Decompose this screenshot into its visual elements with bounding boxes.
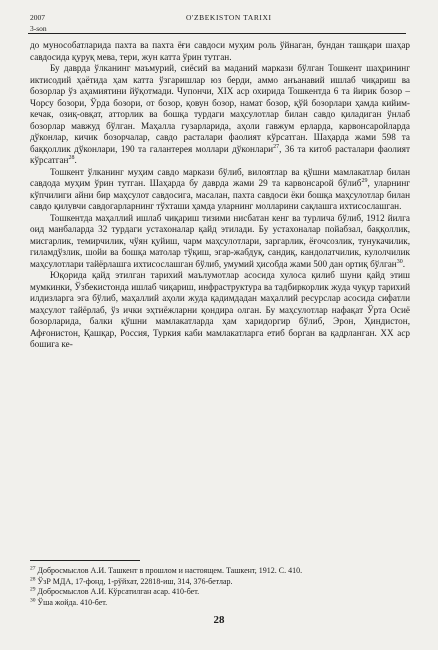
footnote-27 [30, 566, 410, 577]
paragraph-2-text: Бу даврда ўлканинг маъмурий, сиёсий ва маданий маркази бўлган Тошкент шаҳрининг иктисодий ҳаётида ҳам катта ўзгаришлар юз берди, аммо анъанавий ишлаб чиқариш ва бозорлар ўз аҳамиятини йўқотмади. Чупончи, XIX аср охирида Тошкентда 6 та йирик бозор – Чорсу бозори, Ўрда бозори, от бозор, қовун бозор, намат бозор, қўй бозорлари ҳамда кийим-кечак, озиқ-овқат, атторлик ва бошқа турдаги маҳсулотлар билан савдо қиладиган ўнлаб бозорлар мавжуд бўлган. Маҳалла гузарларида, аҳоли гавжум ерларда, карвонсаройларда дўконлар, кичик бозорчалар, савдо расталари фаолият кўрсатган. Шаҳарда жами 598 та баққоллик дўконлари, 190 та галантерея моллари дўконлари [30, 63, 410, 154]
header-issue: 3-son [30, 24, 47, 33]
footnote-text: Добросмыслов А.И. Кўрсатилган асар. 410-бет. [37, 587, 200, 596]
paragraph-4-text: Тошкентда маҳаллий ишлаб чиқариш тизими нисбатан кенг ва турлича бўлиб, 1912 йилга оид манбаларда 32 турдаги устахоналар қайд этилади. Бу устахоналар пойабзал, баққоллик, мисгарлик, темирчилик, чўян қуйиш, чарм маҳсулотлари, заргарлик, ёғочсозлик, тунукачилик, гиламдўзлик, шойи ва бошқа матолар тўқиш, эгар-жабдуқ, сандиқ, кандолатчилик, кулолчилик маҳсулотлари тайёрлашга ихтисослашган бўлиб, умумий ҳисобда жами 500 дан ортиқ бўлган [30, 212, 410, 269]
footnote-text: Добросмыслов А.И. Ташкент в прошлом и настоящем. Ташкент, 1912. С. 410. [37, 566, 303, 575]
footnote-ref-27[interactable]: 27 [273, 143, 280, 150]
page-number: 28 [213, 614, 225, 626]
footnote-ref-28[interactable]: 28 [68, 154, 75, 161]
footnotes [30, 566, 410, 608]
paragraph-3: Тошкент ўлканинг муҳим савдо маркази бўлиб, вилоятлар ва қўшни мамлакатлар билан савдода муҳим ўрин тутган. Шаҳарда бу даврда жами 29 та карвонсарой бўлиб$^{29}$, уларнинг кўпчилиги айни бир маҳсулот савдосига, масалан, пахта савдоси ёки бошқа маҳсулотлар билан савдо қилувчи савдогарларнинг тўхташи ҳамда уларнинг молларини сақлашга ихтисослашган. [30, 166, 411, 211]
footnote-rule [30, 560, 140, 561]
header-journal-title: O'ZBEKISTON TARIXI [186, 13, 272, 22]
footnote-number: 30 [30, 596, 36, 603]
article-body [30, 40, 410, 351]
footnote-number: 29 [30, 586, 36, 593]
footnote-number: 28 [30, 575, 36, 582]
footnote-ref-29[interactable]: 29 [361, 177, 368, 184]
footnote-ref-30[interactable]: 30 [396, 258, 403, 265]
footnote-30 [30, 598, 410, 609]
paragraph-5: Юқорида қайд этилган тарихий маълумотлар асосида хулоса қилиб шуни қайд этиш мумкинки, Ўзбекистонда ишлаб чиқариш, инфраструктура ва тадбиркорлик жуда чуқур тарихий илдизларга эга бўлиб, маҳаллий аҳоли жуда қадимдадан маҳаллий ресурслар асосида сифатли маҳсулот тайёрлаб, ўз ички эҳтиёжларни қондира олган. Бу маҳсулотлар нафақат Ўрта Осиё бозорларида, балки қўшни мамлакатларда ҳам харидоргир бўлиб, Эрон, Ҳиндистон, Афғонистон, Қашқар, Россия, Туркия каби мамлакатларга етиб борган ва қадрланган. XX аср бошига ке- [30, 270, 410, 349]
footnote-text: Ўша жойда. 410-бет. [37, 597, 108, 607]
paragraph-3-text: Тошкент ўлканинг муҳим савдо маркази бўлиб, вилоятлар ва қўшни мамлакатлар билан савдода муҳим ўрин тутган. Шаҳарда бу даврда жами 29 та карвонсарой бўлиб [30, 166, 410, 188]
footnote-29 [30, 587, 410, 598]
paragraph-2-tail: 36 та китоб расталари фаолият кўрсатган [30, 143, 411, 165]
paragraph-3-tail: уларнинг кўпчилиги айни бир маҳсулот савдосига, масалан, пахта савдоси ёки бошқа маҳсулотлар билан савдо қилувчи савдогарларнинг тўхташи ҳамда уларнинг молларини сақлашга ихтисослашган. [30, 178, 411, 211]
header-rule [28, 33, 406, 34]
paragraph-2: Бу даврда ўлканинг маъмурий, сиёсий ва маданий маркази бўлган Тошкент шаҳрининг иктисодий ҳаётида ҳам катта ўзгаришлар юз берди, аммо анъанавий ишлаб чиқариш ва бозорлар ўз аҳамиятини йўқотмади. Чупончи, XIX аср охирида Тошкентда 6 та йирик бозор – Чорсу бозори, Ўрда бозори, от бозор, қовун бозор, намат бозор, қўй бозорлари ҳамда кийим-кечак, озиқ-овқат, атторлик ва бошқа турдаги маҳсулотлар билан савдо қиладиган ўнлаб бозорлар мавжуд бўлган. Маҳалла гузарларида, аҳоли гавжум ерларда, карвонсаройларда дўконлар, кичик бозорчалар, савдо расталари фаолият кўрсатган. Шаҳарда жами 598 та баққоллик дўконлари, 190 та галантерея моллари дўконлари$^{27}$, 36 та китоб расталари фаолият кўрсатган$^{28}$. [30, 63, 411, 165]
header-year: 2007 [30, 13, 45, 22]
paragraph-1: до мунособатларида пахта ва пахта ёғи савдоси муҳим роль ўйнаган, бундан ташқари шаҳар савдосида қуруқ мева, тери, жун катта ўрин тутган. [30, 40, 410, 62]
paragraph-4: Тошкентда маҳаллий ишлаб чиқариш тизими нисбатан кенг ва турлича бўлиб, 1912 йилга оид манбаларда 32 турдаги устахоналар қайд этилади. Бу устахоналар пойабзал, баққоллик, мисгарлик, темирчилик, чўян қуйиш, чарм маҳсулотлари, заргарлик, ёғочсозлик, тунукачилик, гиламдўзлик, шойи ва бошқа матолар тўқиш, эгар-жабдуқ, сандиқ, кандолатчилик, кулолчилик маҳсулотлари тайёрлашга ихтисослашган бўлиб, умумий ҳисобда жами 500 дан ортиқ бўлган$^{30}$. [30, 212, 410, 269]
footnote-28 [30, 577, 410, 588]
footnote-text: ЎзР МДА, 17-фонд, 1-рўйхат, 22818-иш, 314, 376-бетлар. [37, 576, 233, 586]
footnote-number: 27 [30, 565, 36, 572]
